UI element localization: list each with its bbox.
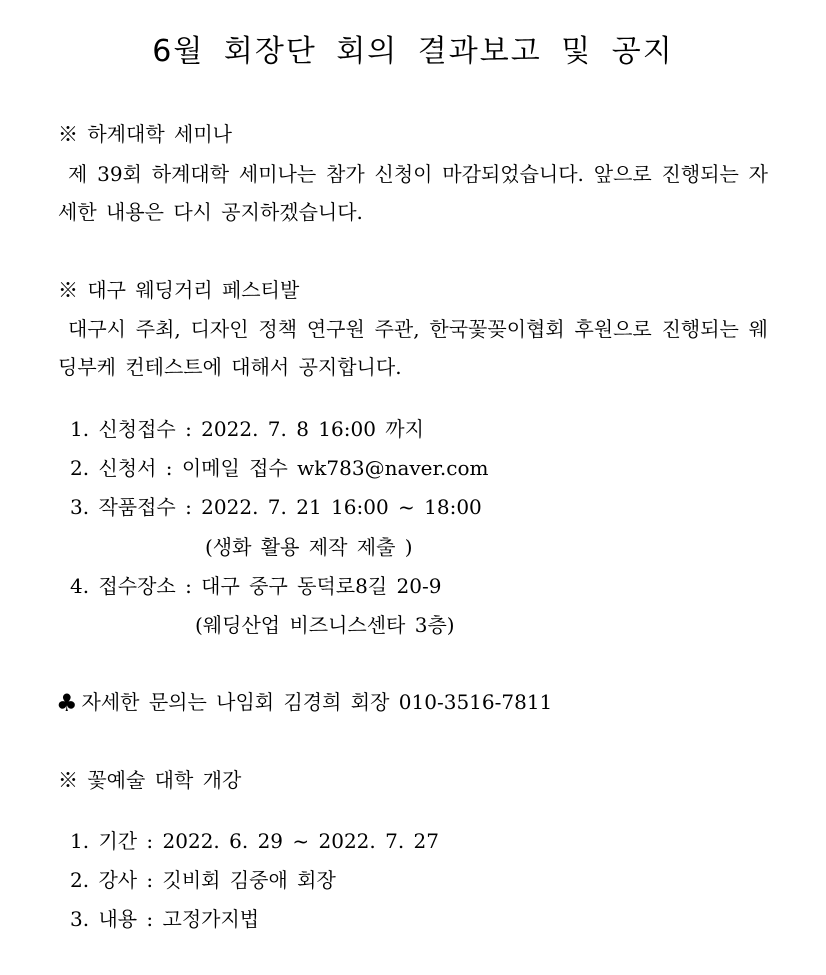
list-item-application-period: 1. 신청접수 : 2022. 7. 8 16:00 까지: [70, 417, 424, 441]
list-item-instructor: 2. 강사 : 깃비회 김중애 회장: [70, 868, 336, 892]
section-body-summer-seminar: 제 39회 하계대학 세미나는 참가 신청이 마감되었습니다. 앞으로 진행되는 자세한 내용은 다시 공지하겠습니다.: [58, 162, 768, 224]
list-item-submission-note: (생화 활용 제작 제출 ): [205, 535, 413, 559]
list-item-submission-place: 4. 접수장소 : 대구 중구 동덕로8길 20-9: [70, 574, 442, 598]
list-item-course-content: 3. 내용 : 고정가지법: [70, 907, 260, 931]
section-heading-flower-art-college: ※ 꽃예술 대학 개강: [58, 768, 242, 792]
club-icon: ♣: [56, 689, 78, 717]
list-item-course-period: 1. 기간 : 2022. 6. 29 ~ 2022. 7. 27: [70, 829, 440, 853]
section-heading-summer-seminar: ※ 하계대학 세미나: [58, 122, 232, 146]
contact-text: 자세한 문의는 나임회 김경희 회장 010-3516-7811: [81, 690, 553, 714]
list-item-application-form: 2. 신청서 : 이메일 접수 wk783@naver.com: [70, 456, 489, 480]
section-heading-wedding-festival: ※ 대구 웨딩거리 페스티발: [58, 278, 300, 302]
list-item-work-submission: 3. 작품접수 : 2022. 7. 21 16:00 ~ 18:00: [70, 495, 482, 519]
list-item-place-note: (웨딩산업 비즈니스센타 3층): [195, 613, 455, 637]
document-title: 6월 회장단 회의 결과보고 및 공지: [152, 34, 674, 69]
contact-line: [56, 688, 552, 717]
section-body-wedding-festival: 대구시 주최, 디자인 정책 연구원 주관, 한국꽃꽂이협회 후원으로 진행되는 웨딩부케 컨테스트에 대해서 공지합니다.: [58, 317, 768, 379]
